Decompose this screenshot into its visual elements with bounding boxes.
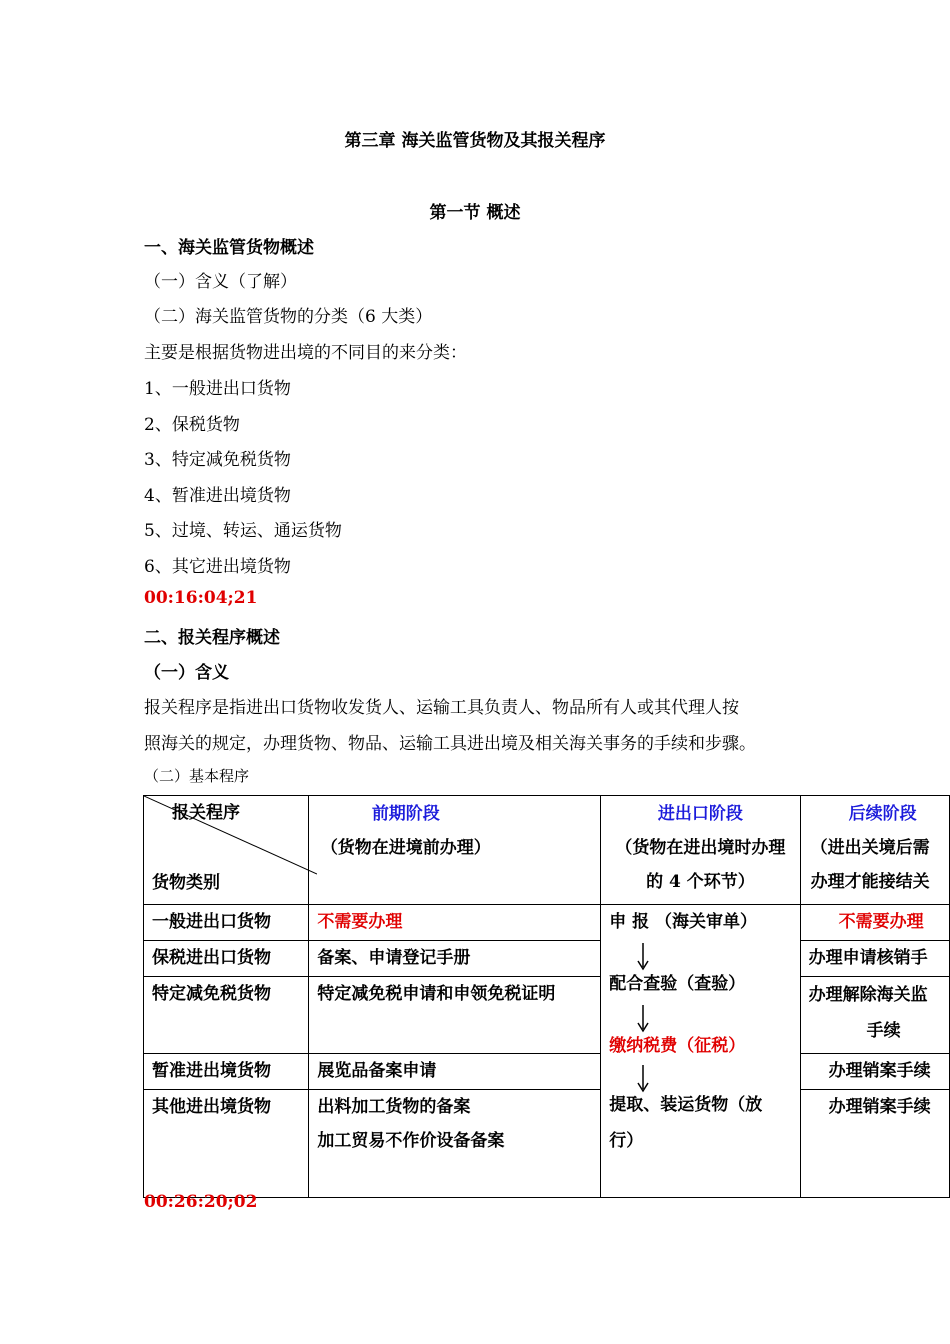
row-pre-cell: 备案、申请登记手册 — [309, 941, 601, 977]
pre-line-2: 加工贸易不作价设备备案 — [317, 1131, 505, 1151]
part1-intro: 主要是根据货物进出境的不同目的来分类： — [144, 343, 467, 363]
row-type-cell: 特定减免税货物 — [144, 977, 309, 1054]
part1-heading: 一、海关监管货物概述 — [144, 238, 314, 258]
timestamp-1: 00:16:04;21 — [144, 588, 258, 608]
io-step-release: 提取、装运货物（放 — [609, 1095, 763, 1115]
row-type-cell: 一般进出口货物 — [144, 905, 309, 941]
part2-sub2: （二）基本程序 — [144, 767, 250, 785]
row-pre-cell — [309, 1090, 601, 1198]
chapter-title: 第三章 海关监管货物及其报关程序 — [344, 131, 606, 151]
arrow-down-icon — [633, 1005, 653, 1033]
io-stage-sub1: （货物在进出境时办理 — [615, 838, 786, 858]
header-pre-stage — [309, 796, 601, 905]
corner-bottom-label: 货物类别 — [152, 873, 220, 893]
part2-heading: 二、报关程序概述 — [144, 628, 280, 648]
io-stage-title: 进出口阶段 — [657, 804, 743, 824]
list-item: 1、一般进出口货物 — [144, 379, 291, 399]
list-item: 4、暂准进出境货物 — [144, 486, 291, 506]
list-item: 6、其它进出境货物 — [144, 557, 291, 577]
row-post-cell: 不需要办理 — [800, 905, 949, 941]
list-item: 5、过境、转运、通运货物 — [144, 521, 342, 541]
header-io-stage — [601, 796, 800, 905]
io-step-release-cont: 行） — [609, 1131, 644, 1151]
row-post-cell: 办理销案手续 — [800, 1090, 949, 1198]
io-stage-sub2: 的 4 个环节） — [646, 872, 755, 892]
post-stage-sub1: （进出关境后需 — [810, 838, 930, 858]
row-type-cell: 其他进出境货物 — [144, 1090, 309, 1198]
row-pre-cell: 不需要办理 — [309, 905, 601, 941]
pre-stage-sub: （货物在进境前办理） — [320, 838, 491, 858]
row-post-cell — [800, 977, 949, 1054]
corner-header-cell — [144, 796, 309, 905]
post-line-1: 办理解除海关监 — [808, 985, 928, 1005]
row-post-cell: 办理申请核销手 — [800, 941, 949, 977]
part1-sub1: （一）含义（了解） — [144, 272, 297, 292]
pre-line-1: 出料加工货物的备案 — [317, 1097, 471, 1117]
timestamp-2: 00:26:20;02 — [144, 1192, 258, 1212]
arrow-down-icon — [633, 943, 653, 971]
part2-para-line2: 照海关的规定，办理货物、物品、运输工具进出境及相关海关事务的手续和步骤。 — [144, 734, 756, 754]
part2-para-line1: 报关程序是指进出口货物收发货人、运输工具负责人、物品所有人或其代理人按 — [144, 698, 739, 718]
section-title: 第一节 概述 — [429, 203, 521, 223]
row-type-cell: 暂准进出境货物 — [144, 1054, 309, 1090]
row-post-cell: 办理销案手续 — [800, 1054, 949, 1090]
row-pre-cell: 展览品备案申请 — [309, 1054, 601, 1090]
list-item: 2、保税货物 — [144, 415, 240, 435]
pre-stage-title: 前期阶段 — [371, 804, 440, 824]
part2-sub1: （一）含义 — [144, 663, 229, 683]
post-stage-sub2: 办理才能接结关 — [810, 872, 930, 892]
row-pre-cell: 特定减免税申请和申领免税证明 — [309, 977, 601, 1054]
io-step-declare: 申 报 （海关审单） — [609, 912, 758, 932]
row-type-cell: 保税进出口货物 — [144, 941, 309, 977]
io-step-inspect: 配合查验（查验） — [609, 974, 746, 994]
io-step-tax: 缴纳税费（征税） — [609, 1036, 746, 1056]
io-steps-cell — [601, 905, 800, 1198]
corner-top-label: 报关程序 — [172, 803, 240, 823]
post-stage-title: 后续阶段 — [848, 804, 917, 824]
part1-sub2: （二）海关监管货物的分类（6 大类） — [144, 307, 433, 327]
procedure-table — [143, 795, 950, 1198]
list-item: 3、特定减免税货物 — [144, 450, 291, 470]
post-line-2: 手续 — [866, 1021, 901, 1041]
header-post-stage — [800, 796, 949, 905]
